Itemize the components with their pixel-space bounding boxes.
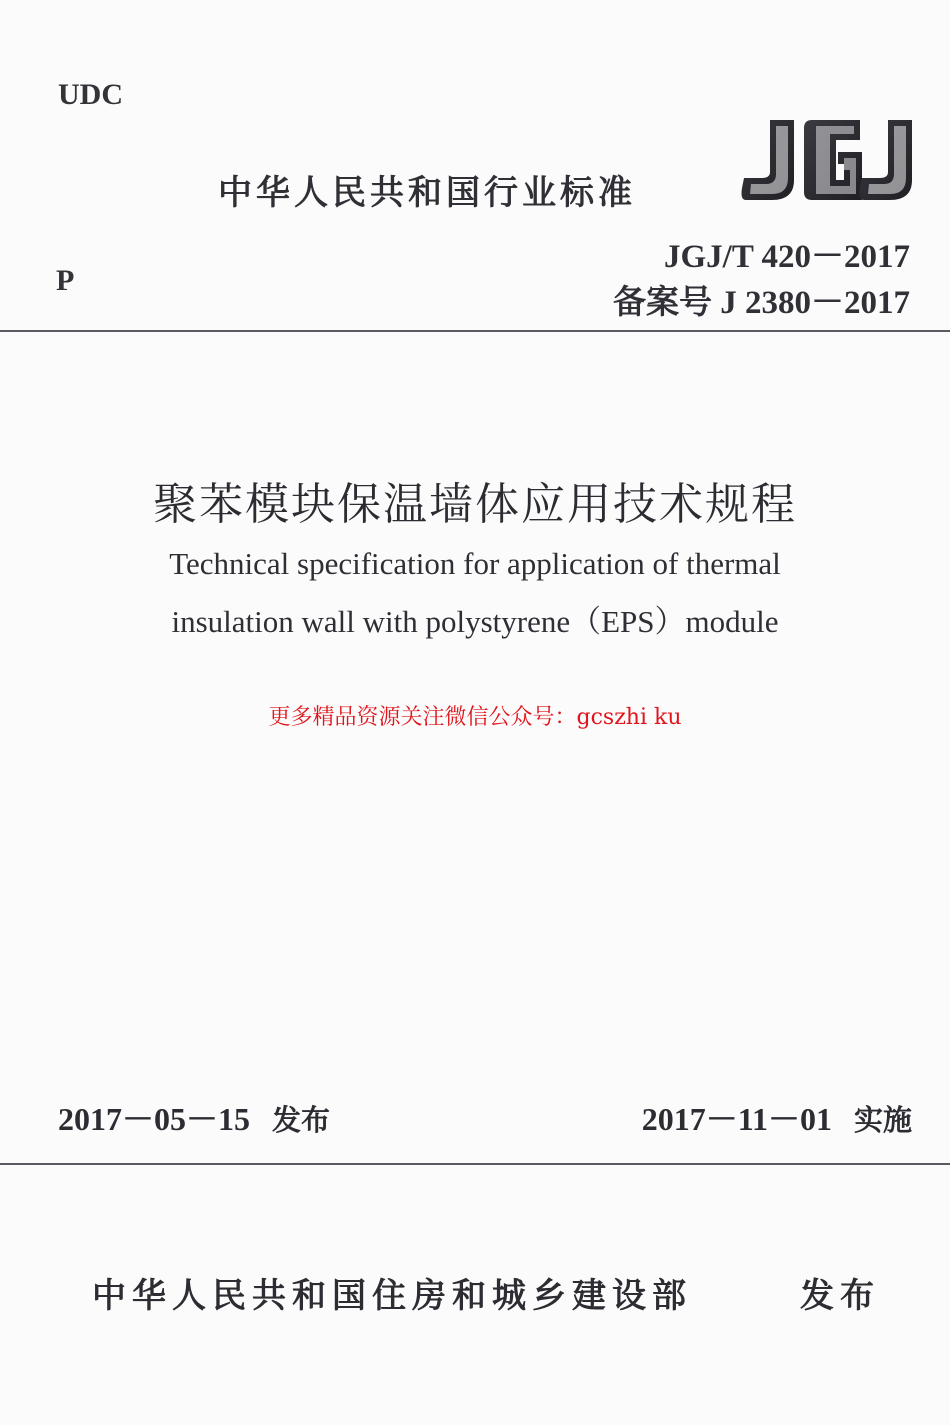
issue-date: 2017－05－15	[58, 1101, 251, 1137]
publisher-name: 中华人民共和国住房和城乡建设部	[92, 1276, 692, 1316]
classification-code: P	[56, 264, 75, 297]
title-english-line1: Technical specification for application of thermal	[169, 546, 781, 581]
standard-type: 中华人民共和国行业标准	[218, 173, 636, 213]
publisher-action: 发布	[800, 1276, 880, 1316]
implement-label: 实施	[853, 1103, 912, 1137]
top-divider	[0, 330, 950, 332]
title-chinese: 聚苯模块保温墙体应用技术规程	[153, 479, 797, 530]
title-english-line2: insulation wall with polystyrene（EPS）module	[171, 604, 779, 639]
filing-number: 备案号 J 2380－2017	[613, 285, 910, 321]
implement-date: 2017－11－01	[641, 1101, 832, 1137]
jgj-logo-text: JGJ	[740, 118, 742, 119]
promo-text: 更多精品资源关注微信公众号：gcszhi ku	[268, 705, 682, 730]
issue-date-block	[58, 1094, 330, 1140]
standard-number: JGJ/T 420－2017	[663, 239, 910, 275]
issue-label: 发布	[272, 1103, 331, 1137]
udc-label: UDC	[58, 78, 123, 111]
implement-date-block	[642, 1094, 912, 1140]
bottom-divider	[0, 1163, 950, 1165]
jgj-logo	[740, 118, 916, 202]
